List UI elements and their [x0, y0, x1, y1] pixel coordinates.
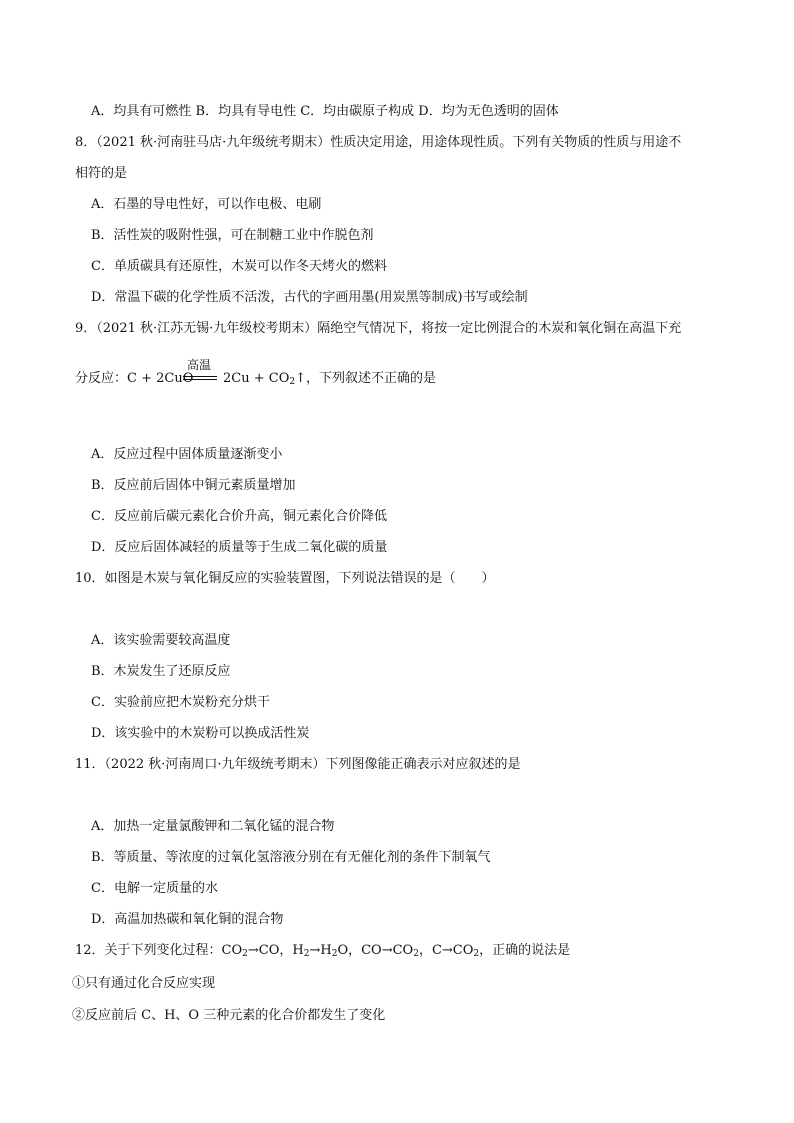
q11-option-b: B．等质量、等浓度的过氧化氢溶液分别在有无催化剂的条件下制氧气 — [91, 850, 491, 865]
q10-option-d: D．该实验中的木炭粉可以换成活性炭 — [91, 726, 310, 741]
q9-reaction-equation — [75, 360, 725, 396]
q10-stem: 10．如图是木炭与氧化铜反应的实验装置图，下列说法错误的是（ ） — [75, 571, 495, 586]
q12-stem-part: →CO，H — [247, 943, 304, 958]
q12-stem-part: ，正确的说法是 — [479, 943, 571, 958]
q9-option-b: B．反应前后固体中铜元素质量增加 — [91, 478, 296, 493]
q12-stem — [75, 942, 570, 960]
q8-option-b: B．活性炭的吸附性强，可在制糖工业中作脱色剂 — [91, 228, 374, 243]
q8-option-a: A．石墨的导电性好，可以作电极、电刷 — [91, 197, 322, 212]
q12-stem-part: O，CO→CO — [337, 943, 414, 958]
subscript: 2 — [242, 949, 248, 959]
reaction-suffix: ↑，下列叙述不正确的是 — [295, 371, 436, 386]
q10-option-c: C．实验前应把木炭粉充分烘干 — [91, 695, 270, 710]
equals-sign-top — [183, 376, 217, 377]
subscript: 2 — [331, 949, 338, 959]
q10-option-a: A．该实验需要较高温度 — [91, 633, 231, 648]
equals-sign-bottom — [183, 379, 217, 380]
co2-subscript: 2 — [289, 377, 296, 387]
reaction-products — [223, 370, 436, 388]
q12-stem-part: 12．关于下列变化过程：CO — [75, 943, 243, 958]
subscript: 2 — [413, 949, 419, 959]
q7-options: A．均具有可燃性 B．均具有导电性 C．均由碳原子构成 D．均为无色透明的固体 — [91, 104, 559, 119]
q10-option-b: B．木炭发生了还原反应 — [91, 664, 231, 679]
q11-option-c: C．电解一定质量的水 — [91, 881, 218, 896]
subscript: 2 — [473, 949, 480, 959]
q11-stem: 11．（2022 秋·河南周口·九年级统考期末）下列图像能正确表示对应叙述的是 — [75, 757, 521, 772]
q11-option-d: D．高温加热碳和氧化铜的混合物 — [91, 912, 284, 927]
reaction-reactants: 分反应：C + 2CuO — [75, 371, 194, 386]
q12-stem-part: ，C→CO — [418, 943, 474, 958]
q9-option-d: D．反应后固体减轻的质量等于生成二氧化碳的质量 — [91, 540, 388, 555]
q8-stem-continued: 相符的是 — [75, 166, 128, 181]
q12-item-1: ①只有通过化合反应实现 — [72, 976, 216, 991]
q8-option-d: D．常温下碳的化学性质不活泼，古代的字画用墨(用炭黑等制成)书写或绘制 — [91, 290, 528, 305]
products-main: 2Cu + CO — [223, 371, 290, 386]
reaction-condition: 高温 — [187, 358, 212, 372]
subscript: 2 — [303, 949, 310, 959]
q12-item-2: ②反应前后 C、H、O 三种元素的化合价都发生了变化 — [72, 1008, 386, 1023]
q9-stem: 9．（2021 秋·江苏无锡·九年级校考期末）隔绝空气情况下，将按一定比例混合的木炭和氧化铜在高温下充 — [75, 321, 682, 336]
q9-option-c: C．反应前后碳元素化合价升高，铜元素化合价降低 — [91, 509, 387, 524]
q8-option-c: C．单质碳具有还原性，木炭可以作冬天烤火的燃料 — [91, 259, 387, 274]
q8-stem: 8．（2021 秋·河南驻马店·九年级统考期末）性质决定用途，用途体现性质。下列有关物质的性质与用途不 — [75, 135, 682, 150]
q9-option-a: A．反应过程中固体质量逐渐变小 — [91, 447, 283, 462]
q11-option-a: A．加热一定量氯酸钾和二氧化锰的混合物 — [91, 819, 335, 834]
q12-stem-part: →H — [309, 943, 332, 958]
